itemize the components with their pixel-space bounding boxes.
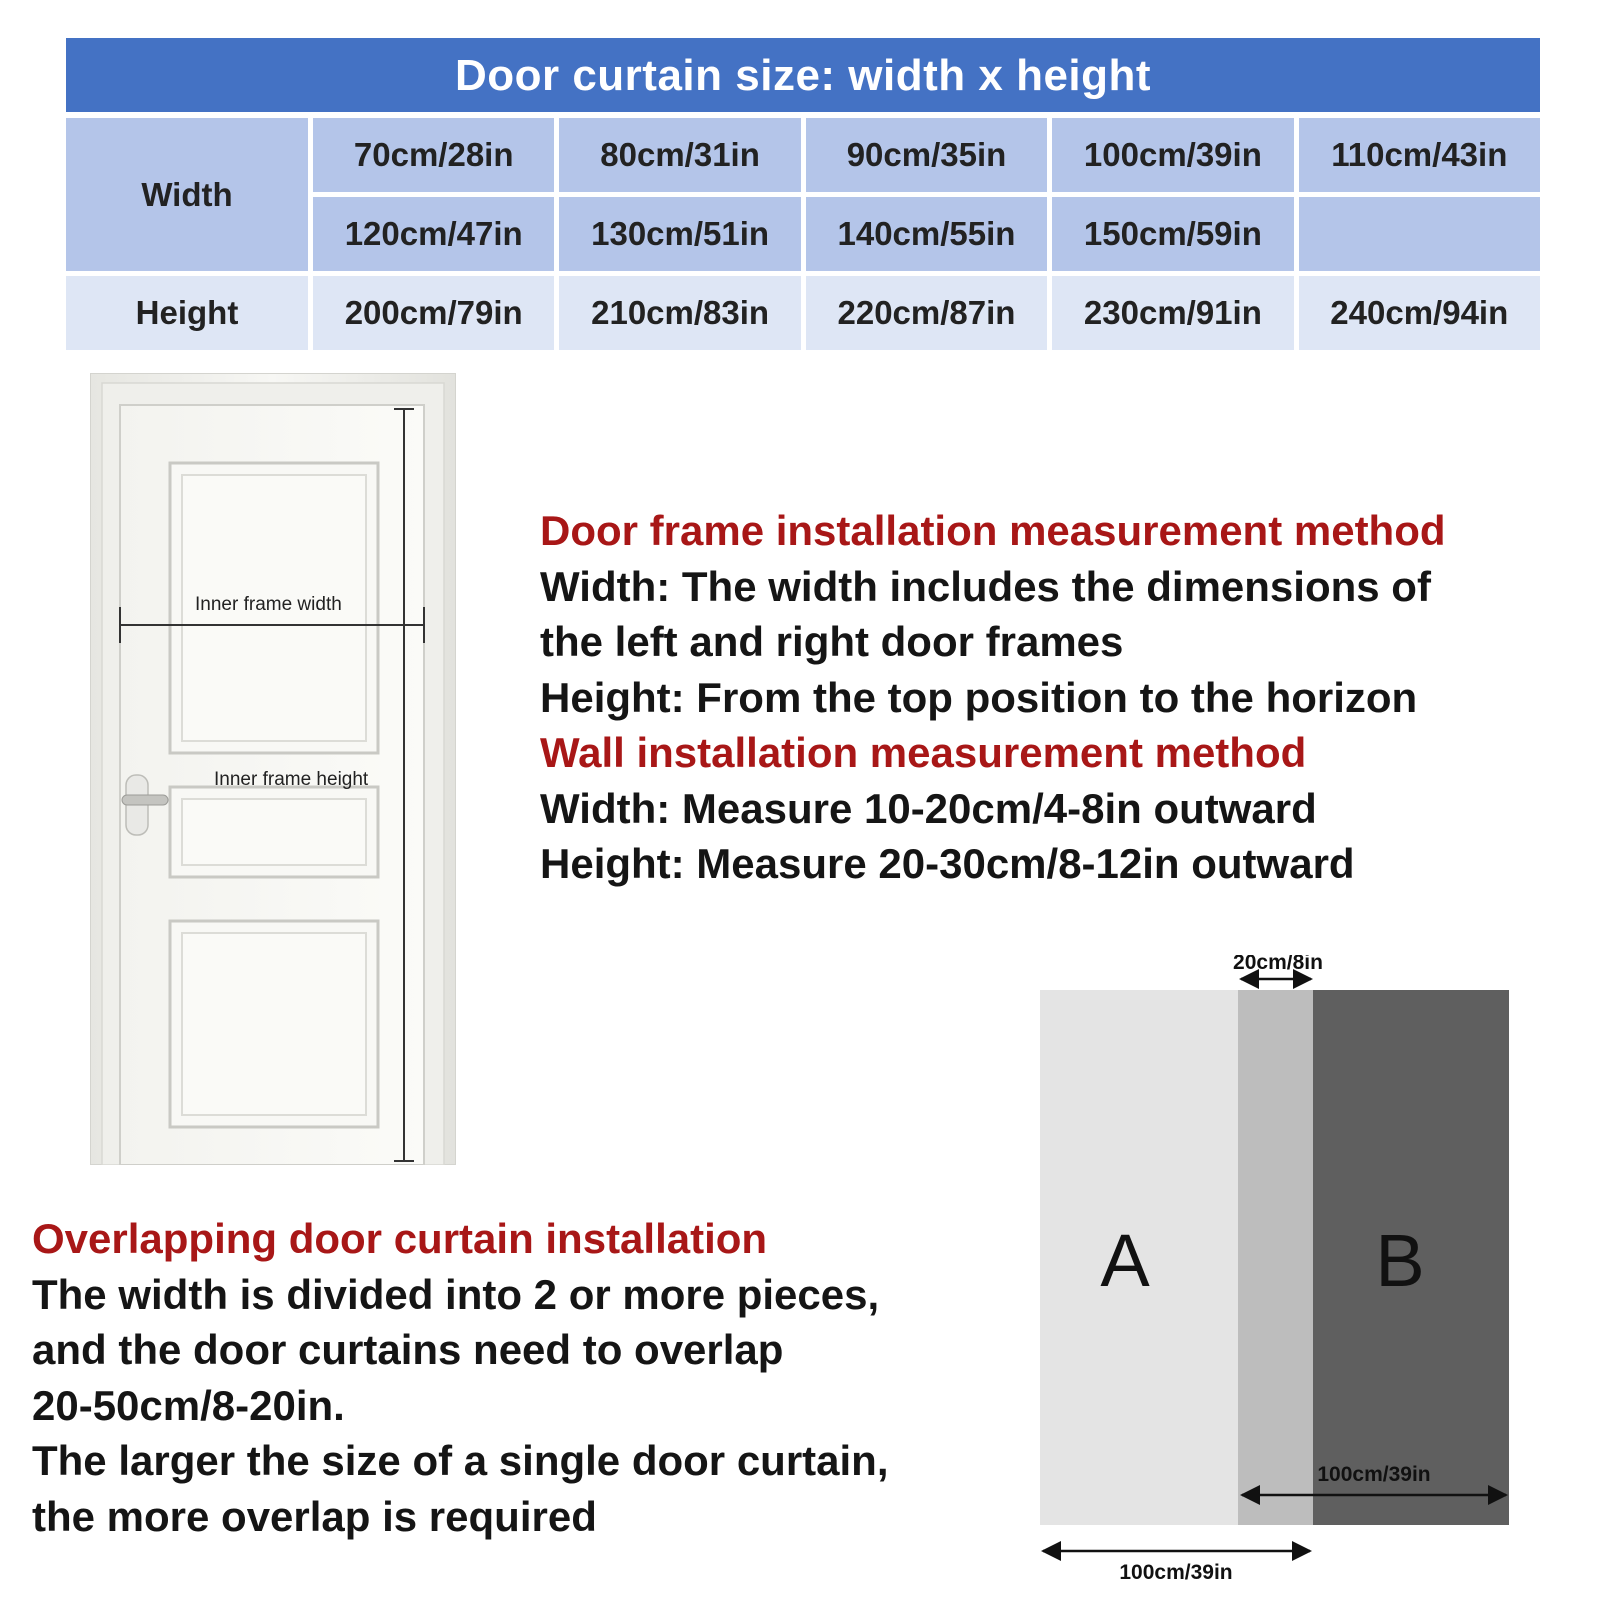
height-cell: 240cm/94in xyxy=(1299,276,1540,350)
door-frame-method-heading: Door frame installation measurement method xyxy=(540,507,1446,554)
size-table xyxy=(66,38,1540,350)
door-frame-method-line: the left and right door frames xyxy=(540,618,1124,665)
panel-b-label: B xyxy=(1375,1219,1425,1302)
overlap-zone xyxy=(1238,990,1313,1525)
wall-method-heading: Wall installation measurement method xyxy=(540,729,1307,776)
width-cell: 150cm/59in xyxy=(1052,197,1293,271)
overlap-section xyxy=(32,1211,992,1544)
width-cell: 130cm/51in xyxy=(559,197,800,271)
width-cell: 100cm/39in xyxy=(1052,118,1293,192)
door-frame-method-line: Height: From the top position to the horizon xyxy=(540,673,1418,721)
width-cell: 110cm/43in xyxy=(1299,118,1540,192)
width-cell: 80cm/31in xyxy=(559,118,800,192)
overlap-line: and the door curtains need to overlap xyxy=(32,1326,784,1373)
height-row-header: Height xyxy=(66,276,308,350)
door-illustration xyxy=(90,373,456,1165)
inner-frame-height-label: Inner frame height xyxy=(214,769,369,790)
width-cell: 70cm/28in xyxy=(313,118,554,192)
height-cell: 220cm/87in xyxy=(806,276,1047,350)
width-cell-empty xyxy=(1299,197,1540,271)
overlap-width-label: 20cm/8in xyxy=(1233,955,1323,974)
overlap-diagram-svg xyxy=(1040,955,1560,1600)
inner-frame-width-label: Inner frame width xyxy=(195,594,342,615)
overlap-line: The width is divided into 2 or more pieces, xyxy=(32,1270,880,1318)
overlap-diagram xyxy=(1040,955,1560,1600)
overlap-heading: Overlapping door curtain installation xyxy=(32,1215,768,1262)
panel-b-width-label: 100cm/39in xyxy=(1317,1463,1431,1486)
panel-a-width-label: 100cm/39in xyxy=(1119,1561,1233,1584)
wall-method-line: Width: Measure 10-20cm/4-8in outward xyxy=(540,784,1317,832)
width-cell: 140cm/55in xyxy=(806,197,1047,271)
height-cell: 230cm/91in xyxy=(1052,276,1293,350)
width-cell: 120cm/47in xyxy=(313,197,554,271)
wall-method-line: Height: Measure 20-30cm/8-12in outward xyxy=(540,840,1355,887)
height-cell: 210cm/83in xyxy=(559,276,800,350)
table-title: Door curtain size: width x height xyxy=(66,38,1540,112)
size-grid xyxy=(66,118,1540,350)
width-cell: 90cm/35in xyxy=(806,118,1047,192)
overlap-line: 20-50cm/8-20in. xyxy=(32,1381,345,1429)
overlap-line: the more overlap is required xyxy=(32,1492,597,1540)
measurement-methods xyxy=(540,503,1560,892)
panel-a-label: A xyxy=(1100,1219,1150,1302)
width-row-header: Width xyxy=(66,118,308,271)
overlap-line: The larger the size of a single door curtain, xyxy=(32,1437,889,1484)
height-cell: 200cm/79in xyxy=(313,276,554,350)
door-frame-method-line: Width: The width includes the dimensions of xyxy=(540,562,1431,610)
